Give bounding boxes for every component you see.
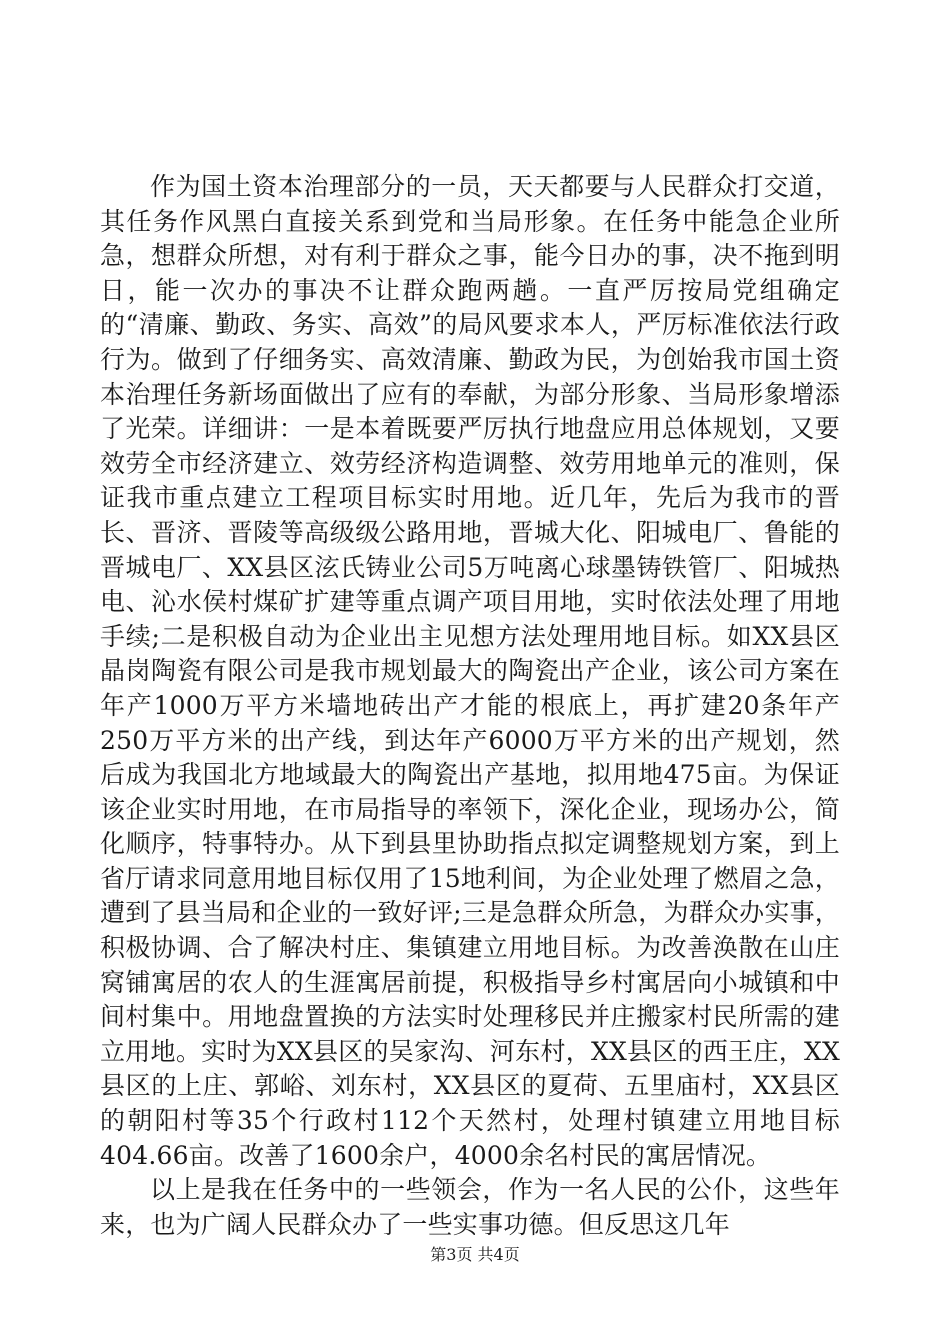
body-paragraph-2: 以上是我在任务中的一些领会，作为一名人民的公仆，这些年来，也为广阔人民群众办了一些实事功德。但反思这几年 xyxy=(100,1175,840,1239)
document-body xyxy=(100,170,840,1242)
body-paragraph-1: 作为国土资本治理部分的一员，天天都要与人民群众打交道，其任务作风黑白直接关系到党和当局形象。在任务中能急企业所急，想群众所想，对有利于群众之事，能今日办的事，决不拖到明日，能一次办的事决不让群众跑两趟。一直严厉按局党组确定的“清廉、勤政、务实、高效”的局风要求本人，严厉标准依法行政行为。做到了仔细务实、高效清廉、勤政为民，为创始我市国土资本治理任务新场面做出了应有的奉献，为部分形象、当局形象增添了光荣。详细讲：一是本着既要严厉执行地盘应用总体规划，又要效劳全市经济建立、效劳经济构造调整、效劳用地单元的准则，保证我市重点建立工程项目标实时用地。近几年，先后为我市的晋长、晋济、晋陵等高级级公路用地，晋城大化、阳城电厂、鲁能的晋城电厂、XX县区泫氏铸业公司5万吨离心球墨铸铁管厂、阳城热电、沁水侯村煤矿扩建等重点调产项目用地，实时依法处理了用地手续;二是积极自动为企业出主见想方法处理用地目标。如XX县区晶岗陶瓷有限公司是我市规划最大的陶瓷出产企业，该公司方案在年产1000万平方米墙地砖出产才能的根底上，再扩建20条年产250万平方米的出产线，到达年产6000万平方米的出产规划，然后成为我国北方地域最大的陶瓷出产基地，拟用地475亩。为保证该企业实时用地，在市局指导的率领下，深化企业，现场办公，简化顺序，特事特办。从下到县里协助指点拟定调整规划方案，到上省厅请求同意用地目标仅用了15地利间，为企业处理了燃眉之急，遭到了县当局和企业的一致好评;三是急群众所急，为群众办实事，积极协调、合了解决村庄、集镇建立用地目标。为改善涣散在山庄窝铺寓居的农人的生涯寓居前提，积极指导乡村寓居向小城镇和中间村集中。用地盘置换的方法实时处理移民并庄搬家村民所需的建立用地。实时为XX县区的吴家沟、河东村，XX县区的西王庄，XX县区的上庄、郭峪、刘东村，XX县区的夏荷、五里庙村，XX县区的朝阳村等35个行政村112个天然村，处理村镇建立用地目标404.66亩。改善了1600余户，4000余名村民的寓居情况。 xyxy=(100,172,840,1170)
page-footer: 第3页 共4页 xyxy=(430,1245,520,1264)
